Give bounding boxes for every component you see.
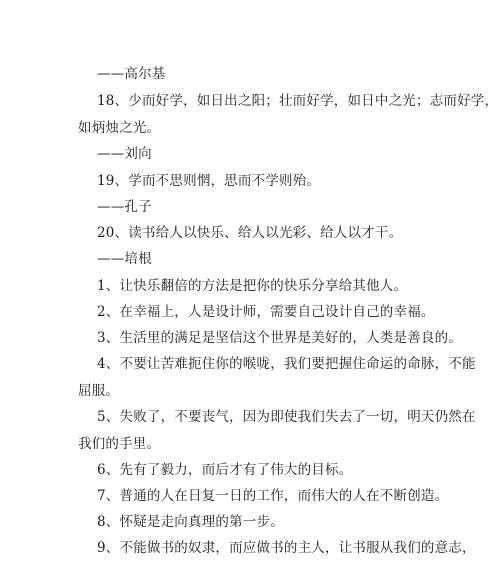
quote-18-line-1: 18、少而好学，如日出之阳；壮而好学，如日中之光；志而好学， xyxy=(97,93,499,109)
quote-20: 20、读书给人以快乐、给人以光彩、给人以才干。 xyxy=(97,225,403,241)
attribution-bacon: ——培根 xyxy=(97,251,152,267)
attribution-gorky: ——高尔基 xyxy=(97,66,166,82)
saying-6: 6、先有了毅力，而后才有了伟大的目标。 xyxy=(97,462,353,478)
saying-8: 8、怀疑是走向真理的第一步。 xyxy=(97,514,284,530)
saying-7: 7、普通的人在日复一日的工作，而伟大的人在不断创造。 xyxy=(97,488,449,504)
attribution-confucius: ——孔子 xyxy=(97,199,152,215)
saying-5-line-1: 5、失败了，不要丧气，因为即使我们失去了一切，明天仍然在 xyxy=(97,409,476,425)
saying-3: 3、生活里的满足是坚信这个世界是美好的，人类是善良的。 xyxy=(97,330,462,346)
saying-2: 2、在幸福上，人是设计师，需要自己设计自己的幸福。 xyxy=(97,304,435,320)
attribution-liuxiang: ——刘向 xyxy=(97,146,152,162)
quote-19: 19、学而不思则惘，思而不学则殆。 xyxy=(97,173,321,189)
saying-5-line-2: 我们的手里。 xyxy=(78,436,161,452)
saying-9-line-1: 9、不能做书的奴隶，而应做书的主人，让书服从我们的意志， xyxy=(97,540,476,556)
saying-4-line-1: 4、不要让苦难扼住你的喉咙，我们要把握住命运的命脉，不能 xyxy=(97,356,476,372)
saying-4-line-2: 屈服。 xyxy=(78,383,120,399)
quote-18-line-2: 如炳烛之光。 xyxy=(78,120,161,136)
saying-1: 1、让快乐翻倍的方法是把你的快乐分享给其他人。 xyxy=(97,278,408,294)
